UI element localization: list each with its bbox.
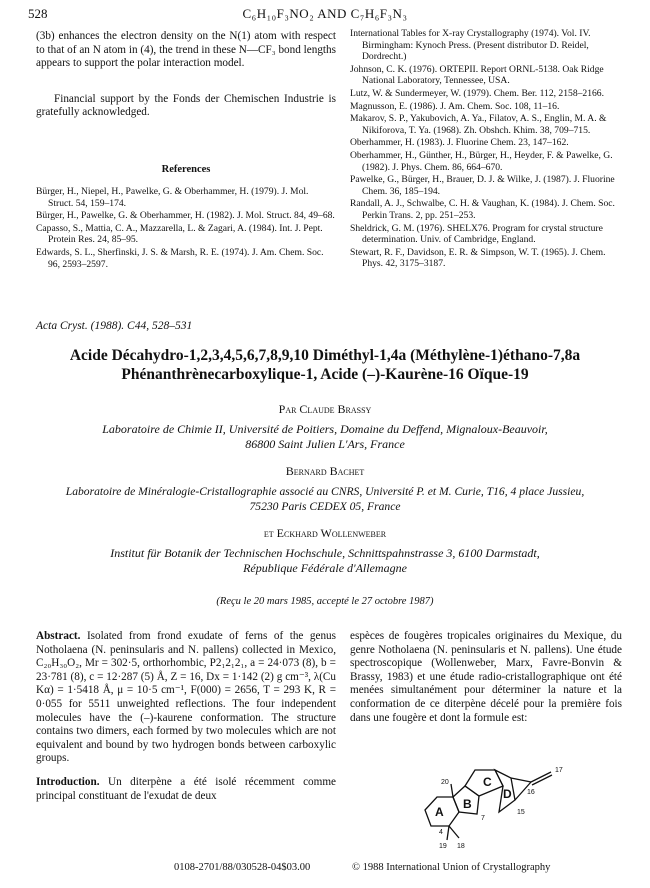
reference-item: Pawelke, G., Bürger, H., Brauer, D. J. & Wilke, J. (1987). J. Fluorine Chem. 36, 185–194. — [350, 174, 615, 197]
page-number: 528 — [28, 6, 48, 21]
references-heading: References — [161, 164, 211, 175]
reference-item: Oberhammer, H. (1983). J. Fluorine Chem. 23, 147–162. — [350, 137, 569, 149]
intro-continued: espèces de fougères tropicales originaires du Mexique, du genre Notholaena (N. peninsularis et N. pallens). Une étude spectroscopique (Wollenweber, Marx, Favre-Bonvin & Brassy, 1983) et une étude radio-cristallographique ont été menées simultanément pour déterminer la nature et la conformation de ce diterpène décelé pour la première fois dans une fougère et dont la formule est: — [350, 630, 622, 724]
author-2: Bernard Bachet — [285, 464, 365, 478]
affiliation-2 — [14, 484, 636, 514]
reference-item: Bürger, H., Niepel, H., Pawelke, G. & Oberhammer, H. (1979). J. Mol. Struct. 54, 159–174. — [36, 186, 309, 209]
footer-code: 0108-2701/88/030528-04$03.00 — [174, 862, 311, 873]
abstract-column — [36, 630, 336, 803]
reference-item: Lutz, W. & Sundermeyer, W. (1979). Chem. Ber. 112, 2158–2166. — [350, 87, 605, 99]
abstract-text: Isolated from frond exudate of ferns of the genus Notholaena (N. peninsularis and N. pallens) collected in Mexico, C₂₀H₃₀O₂, Mr = 302·5, orthorhombic, P2₁2₁2₁, a = 24·073 (8), b = 23·781 (8), c = 12·287 (5) Å, Z = 16, Dx = 1·142 (2) g cm⁻³, λ(Cu Kα) = 1·5418 Å, μ = 10·5 cm⁻¹, F(000) = 2656, T = 293 K, R = 0·055 for 5511 unweighted reflections. The four independent molecules have the (–)-kaurene conformation. The structure contains two dimers, each formed by two molecules which are not equivalent and bound by two hydrogen bonds between carboxylic groups. — [36, 630, 337, 765]
conclusion-paragraph: (3b) enhances the electron density on the N(1) atom with respect to that of an N atom in (4), the trend in these N—CF₃ bond lengths appears to support the polar interaction model. — [36, 30, 336, 70]
abstract-paragraph — [36, 630, 336, 766]
reference-item: Makarov, S. P., Yakubovich, A. Ya., Filatov, A. S., Englin, M. A. & Nikiforova, T. Ya. (1968). Zh. Obshch. Khim. 38, 709–715. — [350, 113, 607, 136]
affiliation-2-line-2: 75230 Paris CEDEX 05, France — [249, 500, 401, 513]
reference-item: Sheldrick, G. M. (1976). SHELX76. Program for crystal structure determination. Univ. of Cambridge, England. — [350, 222, 603, 246]
title-line-1: Acide Décahydro-1,2,3,4,5,6,7,8,9,10 Diméthyl-1,4a (Méthylène-1)éthano-7,8a — [69, 347, 581, 364]
reference-item: Oberhammer, H., Günther, H., Bürger, H., Heyder, F. & Pawelke, G. (1982). J. Phys. Chem. 86, 664–670. — [350, 149, 613, 173]
ring-a-label: A — [435, 805, 444, 819]
affiliation-1-line-2: 86800 Saint Julien L'Ars, France — [245, 437, 405, 451]
footer-copyright: © 1988 International Union of Crystallography — [352, 862, 551, 873]
reference-item: Johnson, C. K. (1976). ORTEPII. Report ORNL-5138. Oak Ridge National Laboratory, Tennessee, USA. — [350, 63, 604, 87]
label-15: 15 — [517, 809, 525, 816]
label-17: 17 — [555, 767, 563, 774]
top-left-column — [36, 30, 336, 120]
affiliation-3 — [20, 546, 630, 576]
label-20: 20 — [441, 779, 449, 786]
bond-16 — [511, 778, 531, 782]
author-3: et Eckhard Wollenweber — [263, 526, 387, 540]
reference-item: International Tables for X-ray Crystallography (1974). Vol. IV. Birmingham: Kynoch Press. (Present distributor D. Reidel, Dordrecht.) — [350, 28, 591, 63]
ring-b-label: B — [463, 797, 472, 811]
label-18: 18 — [457, 843, 465, 850]
received-dates: (Reçu le 20 mars 1985, accepté le 27 octobre 1987) — [216, 596, 434, 607]
label-19: 19 — [439, 843, 447, 850]
reference-item: Edwards, S. L., Sherfinski, J. S. & Marsh, R. E. (1974). J. Am. Chem. Soc. 96, 2593–2597. — [36, 246, 324, 270]
kaurene-structure — [415, 760, 575, 850]
author-1: Par Claude Brassy — [278, 402, 372, 416]
affiliation-1 — [20, 422, 630, 452]
carboxyl-bond — [449, 826, 459, 838]
reference-item: Magnusson, E. (1986). J. Am. Chem. Soc. 108, 11–16. — [350, 100, 560, 112]
reference-item: Stewart, R. F., Davidson, E. R. & Simpson, W. T. (1965). J. Chem. Phys. 42, 3175–3187. — [350, 246, 606, 270]
introduction-paragraph — [36, 776, 336, 803]
affiliation-2-line-1: Laboratoire de Minéralogie-Cristallographie associé au CNRS, Université P. et M. Curie, T16, 4 place Jussieu, — [65, 485, 585, 498]
affiliation-3-line-2: République Fédérale d'Allemagne — [243, 561, 407, 575]
methyl-20-bond — [451, 784, 453, 797]
affiliation-3-line-1: Institut für Botanik der Technischen Hochschule, Schnittspahnstrasse 3, 6100 Darmstadt, — [110, 546, 540, 560]
reference-item: Capasso, S., Mattia, C. A., Mazzarella, L. & Zagari, A. (1984). Int. J. Pept. Protein Res. 24, 85–95. — [36, 222, 323, 246]
references-right — [350, 28, 620, 271]
introduction-text: Un diterpène a été isolé récemment comme principal constituant de l'exudat de deux — [36, 775, 336, 802]
ring-d-label: D — [503, 787, 512, 801]
label-4: 4 — [439, 829, 443, 836]
page-header — [28, 6, 622, 24]
references-left — [36, 186, 336, 271]
label-16: 16 — [527, 789, 535, 796]
ring-c-label: C — [483, 775, 492, 789]
label-7: 7 — [481, 815, 485, 822]
reference-item: Bürger, H., Pawelke, G. & Oberhammer, H. (1982). J. Mol. Struct. 84, 49–68. — [36, 210, 335, 222]
acknowledgement-paragraph: Financial support by the Fonds der Chemischen Industrie is gratefully acknowledged. — [36, 92, 336, 119]
introduction-label: Introduction. — [36, 775, 100, 788]
title-line-2: Phénanthrènecarboxylique-1, Acide (–)-Kaurène-16 Oïque-19 — [121, 366, 529, 383]
article-title — [20, 346, 630, 384]
affiliation-1-line-1: Laboratoire de Chimie II, Université de Poitiers, Domaine du Deffend, Mignaloux-Beauvoir, — [102, 422, 548, 436]
running-title: C₆H₁₀F₃NO₂ AND C₇H₆F₃N₃ — [242, 6, 408, 21]
reference-item: Randall, A. J., Schwalbe, C. H. & Vaughan, K. (1984). J. Chem. Soc. Perkin Trans. 2, pp. 251–253. — [350, 198, 615, 221]
abstract-label: Abstract. — [36, 630, 81, 642]
article-citation: Acta Cryst. (1988). C44, 528–531 — [36, 320, 193, 332]
methyl-4-bond — [447, 826, 449, 840]
